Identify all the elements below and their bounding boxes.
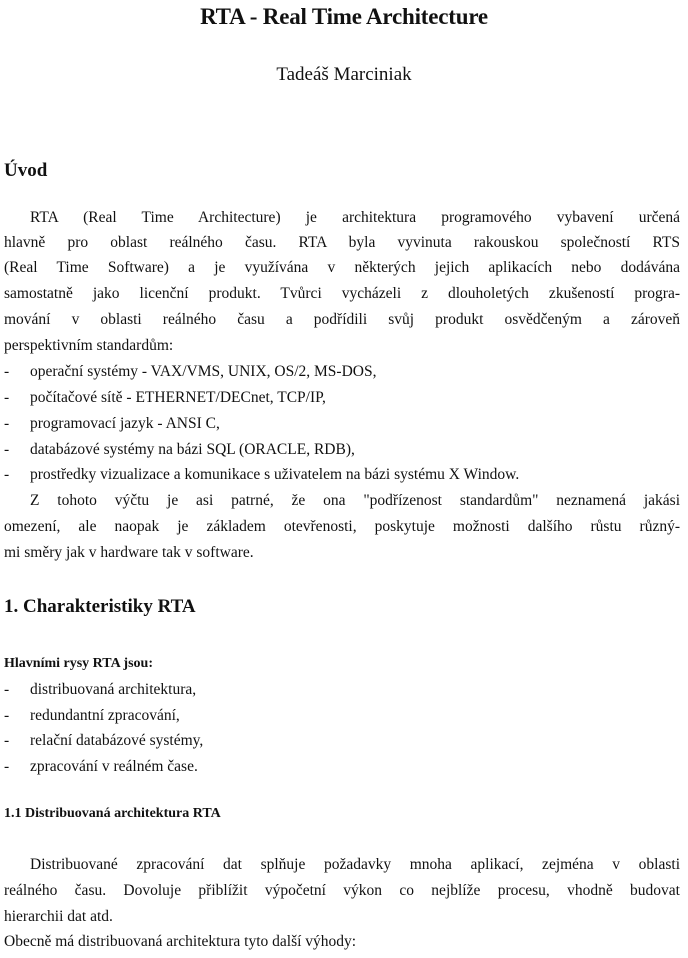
bullet-dash: - — [4, 466, 10, 483]
bullet-dash: - — [4, 758, 10, 775]
bullet-dash: - — [4, 363, 10, 380]
intro-line: hlavně pro oblast reálného času. RTA byla vyvinuta rakouskou společností RTS — [4, 234, 680, 251]
list-item-text: počítačové sítě - ETHERNET/DECnet, TCP/IP, — [30, 389, 326, 406]
bullet-dash: - — [4, 732, 10, 749]
intro-line: perspektivním standardům: — [4, 337, 174, 354]
body-line: hierarchii dat atd. — [4, 908, 113, 925]
list-item — [4, 680, 196, 700]
intro-heading: Úvod — [4, 160, 48, 181]
bullet-dash: - — [4, 681, 10, 698]
list-item-text: prostředky vizualizace a komunikace s uživatelem na bázi systému X Window. — [30, 466, 520, 483]
list-item — [4, 757, 198, 777]
list-item — [4, 388, 326, 408]
list-item-text: redundantní zpracování, — [30, 707, 180, 724]
list-item-text: relační databázové systémy, — [30, 732, 204, 749]
list-item — [4, 362, 376, 382]
list-item-text: zpracování v reálném čase. — [30, 758, 198, 775]
intro-line: (Real Time Software) a je využívána v některých jejich aplikacích nebo dodávána — [4, 259, 680, 276]
body-line: Obecně má distribuovaná architektura tyto další výhody: — [4, 933, 357, 950]
list-item — [4, 706, 180, 726]
closing-line: mi směry jak v hardware tak v software. — [4, 544, 254, 561]
bullet-dash: - — [4, 441, 10, 458]
closing-line: Z tohoto výčtu je asi patrné, že ona "podřízenost standardům" neznamená jakási — [30, 492, 680, 509]
document-title: RTA - Real Time Architecture — [200, 4, 488, 29]
list-item-text: operační systémy - VAX/VMS, UNIX, OS/2, MS-DOS, — [30, 363, 377, 380]
body-line: Distribuované zpracování dat splňuje požadavky mnoha aplikací, zejména v oblasti — [30, 856, 680, 873]
document-author: Tadeáš Marciniak — [276, 64, 412, 85]
subsection-heading: 1.1 Distribuovaná architektura RTA — [4, 806, 221, 821]
list-item-text: programovací jazyk - ANSI C, — [30, 415, 220, 432]
bullet-dash: - — [4, 389, 10, 406]
list-item — [4, 465, 519, 485]
features-label: Hlavními rysy RTA jsou: — [4, 656, 153, 671]
list-item — [4, 414, 220, 434]
section-heading: 1. Charakteristiky RTA — [4, 596, 196, 617]
intro-line: mování v oblasti reálného času a podřídili svůj produkt osvědčeným a zároveň — [4, 311, 680, 328]
intro-line: RTA (Real Time Architecture) je architektura programového vybavení určená — [30, 209, 680, 226]
list-item-text: distribuovaná architektura, — [30, 681, 197, 698]
list-item-text: databázové systémy na bázi SQL (ORACLE, RDB), — [30, 441, 355, 458]
closing-line: omezení, ale naopak je základem otevřenosti, poskytuje možnosti dalšího růstu různý- — [4, 518, 680, 535]
body-line: reálného času. Dovoluje přiblížit výpočetní výkon co nejblíže procesu, vhodně budovat — [4, 882, 680, 899]
intro-line: samostatně jako licenční produkt. Tvůrci vycházeli z dlouholetých zkušeností progra- — [4, 285, 680, 302]
bullet-dash: - — [4, 415, 10, 432]
bullet-dash: - — [4, 707, 10, 724]
list-item — [4, 440, 355, 460]
list-item — [4, 731, 203, 751]
